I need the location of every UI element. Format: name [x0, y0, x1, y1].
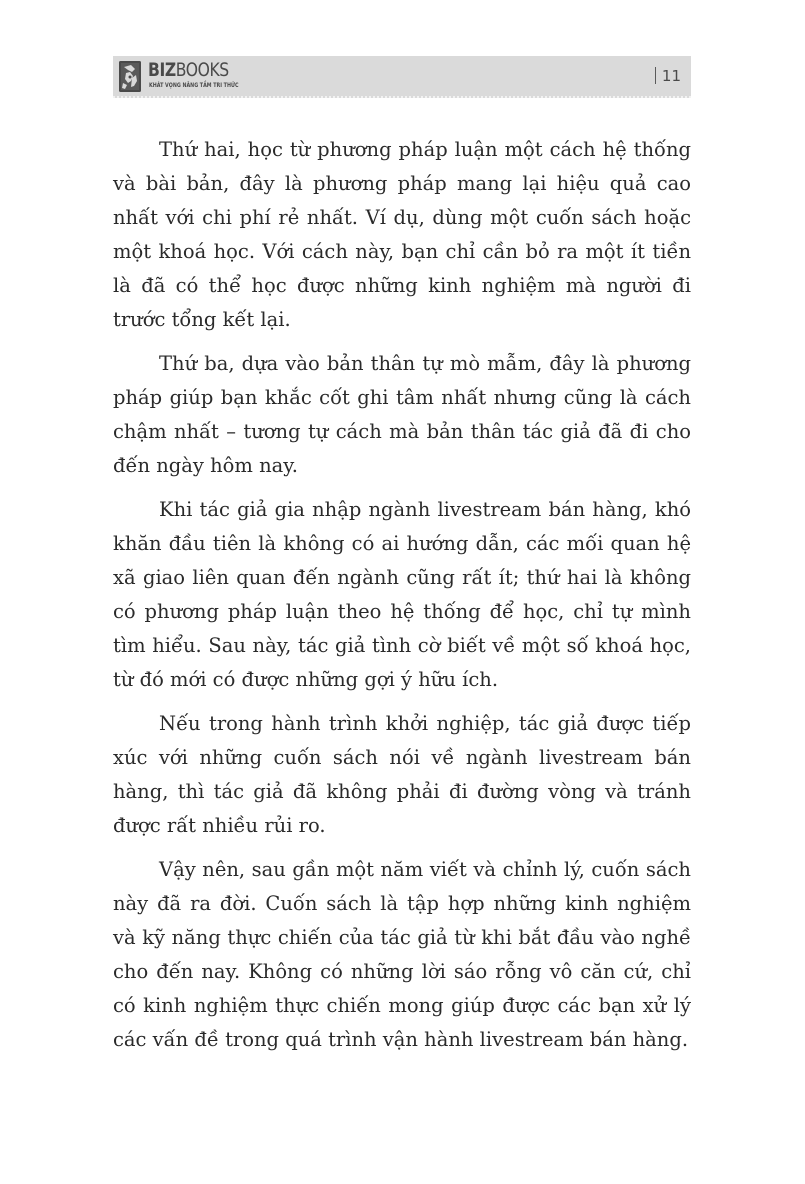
text-line-content: xúc với những cuốn sách nói về ngành livestream bán — [113, 746, 691, 769]
text-line — [113, 381, 691, 415]
text-line — [113, 561, 691, 595]
paragraph — [113, 493, 691, 697]
text-line-content: khăn đầu tiên là không có ai hướng dẫn, các mối quan hệ — [113, 532, 691, 555]
text-line-content: là đã có thể học được những kinh nghiệm mà người đi — [113, 274, 691, 297]
text-line — [113, 347, 691, 381]
text-line — [113, 853, 691, 887]
text-line-content: Thứ hai, học từ phương pháp luận một cách hệ thống — [159, 138, 691, 161]
text-line-content: Khi tác giả gia nhập ngành livestream bán hàng, khó — [159, 498, 691, 521]
text-line-content: đến ngày hôm nay. — [113, 454, 298, 477]
text-line — [113, 303, 691, 337]
text-line-content: cho đến nay. Không có những lời sáo rỗng vô căn cứ, chỉ — [113, 960, 691, 983]
page-number-value: 11 — [661, 67, 681, 85]
paragraph — [113, 707, 691, 843]
running-header — [113, 56, 691, 98]
page-separator — [655, 67, 656, 84]
text-line-content: Thứ ba, dựa vào bản thân tự mò mẫm, đây là phương — [159, 352, 691, 375]
brand-wordmark — [148, 60, 229, 80]
text-line-content: này đã ra đời. Cuốn sách là tập hợp những kinh nghiệm — [113, 892, 691, 915]
paragraph — [113, 133, 691, 337]
text-line — [113, 235, 691, 269]
text-line — [113, 1023, 691, 1057]
text-line-content: được rất nhiều rủi ro. — [113, 814, 326, 837]
text-line — [113, 527, 691, 561]
text-line — [113, 663, 691, 697]
text-line — [113, 449, 691, 483]
text-line — [113, 809, 691, 843]
text-line-content: có phương pháp luận theo hệ thống để học, chỉ tự mình — [113, 600, 691, 623]
text-line-content: hàng, thì tác giả đã không phải đi đường vòng và tránh — [113, 780, 691, 803]
text-line-content: Nếu trong hành trình khởi nghiệp, tác giả được tiếp — [159, 712, 691, 735]
brand-tagline: KHÁT VỌNG NÂNG TẦM TRI THỨC — [149, 82, 239, 89]
text-line — [113, 269, 691, 303]
text-line-content: các vấn đề trong quá trình vận hành livestream bán hàng. — [113, 1028, 689, 1051]
text-line-content: và bài bản, đây là phương pháp mang lại hiệu quả cao — [113, 172, 691, 195]
text-line-content: tìm hiểu. Sau này, tác giả tình cờ biết về một số khoá học, — [113, 634, 691, 657]
text-line — [113, 201, 691, 235]
text-line — [113, 887, 691, 921]
text-line-content: pháp giúp bạn khắc cốt ghi tâm nhất nhưng cũng là cách — [113, 386, 691, 409]
text-line-content: trước tổng kết lại. — [113, 308, 291, 331]
text-line — [113, 955, 691, 989]
text-line-content: chậm nhất – tương tự cách mà bản thân tác giả đã đi cho — [113, 420, 691, 443]
brand-light: BOOKS — [175, 59, 229, 81]
brand-bold: BIZ — [148, 59, 176, 81]
text-line — [113, 133, 691, 167]
text-line — [113, 595, 691, 629]
text-line-content: một khoá học. Với cách này, bạn chỉ cần bỏ ra một ít tiền — [113, 240, 691, 263]
book-portrait-icon — [119, 61, 141, 92]
body-text — [113, 133, 691, 1067]
text-line-content: và kỹ năng thực chiến của tác giả từ khi bắt đầu vào nghề — [113, 926, 691, 949]
text-line-content: có kinh nghiệm thực chiến mong giúp được các bạn xử lý — [113, 994, 691, 1017]
text-line — [113, 921, 691, 955]
paragraph — [113, 347, 691, 483]
text-line — [113, 415, 691, 449]
text-line — [113, 629, 691, 663]
page-number — [655, 67, 681, 85]
text-line — [113, 707, 691, 741]
text-line-content: xã giao liên quan đến ngành cũng rất ít; thứ hai là không — [113, 566, 691, 589]
text-line-content: nhất với chi phí rẻ nhất. Ví dụ, dùng một cuốn sách hoặc — [113, 206, 691, 229]
paragraph — [113, 853, 691, 1057]
text-line — [113, 741, 691, 775]
text-line — [113, 493, 691, 527]
text-line-content: Vậy nên, sau gần một năm viết và chỉnh lý, cuốn sách — [159, 858, 691, 881]
text-line — [113, 167, 691, 201]
text-line — [113, 775, 691, 809]
text-line — [113, 989, 691, 1023]
text-line-content: từ đó mới có được những gợi ý hữu ích. — [113, 668, 499, 691]
